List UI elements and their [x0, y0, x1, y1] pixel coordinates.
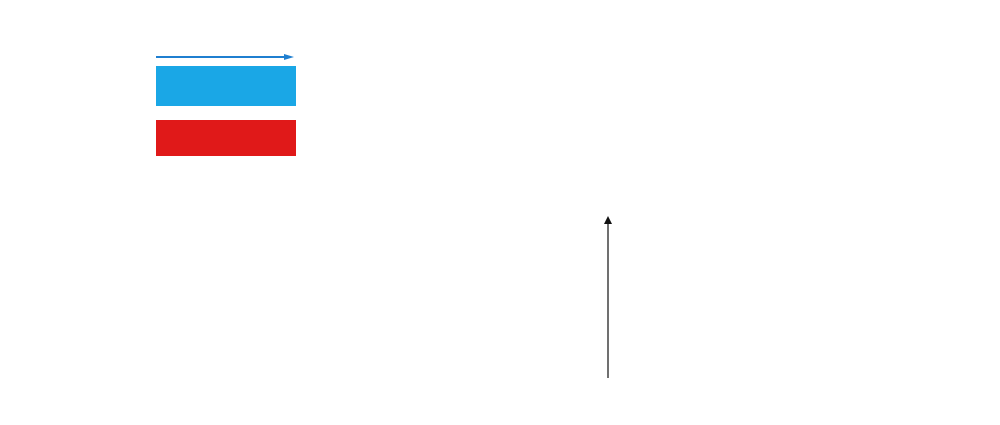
direction-arrow-icon [156, 54, 294, 60]
high-frequency-wave-graphic [156, 120, 296, 156]
time-axis-arrow-icon [604, 216, 612, 224]
low-frequency-wave-graphic [156, 66, 296, 106]
fhss-diagram [540, 178, 820, 413]
